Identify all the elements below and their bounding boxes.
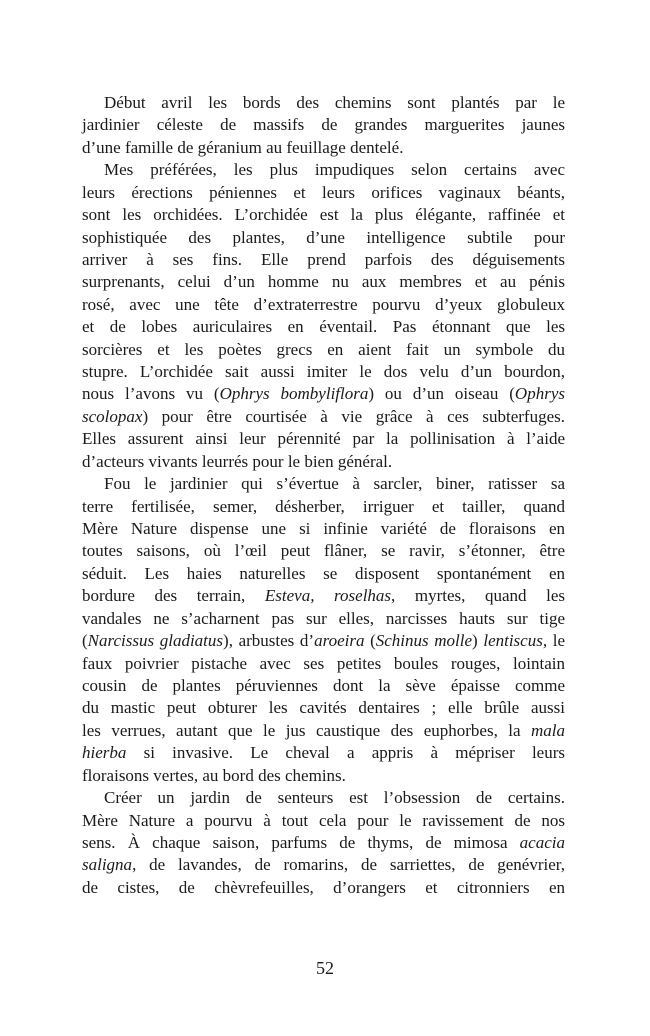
italic-term: Narcissus gladiatus [87, 631, 224, 651]
text-run: nous l’avons vu ( [82, 384, 220, 404]
italic-term: Ophrys [514, 384, 565, 404]
text-line [82, 585, 565, 607]
text-line [82, 227, 565, 249]
italic-term: acacia [519, 832, 565, 852]
text-line [82, 697, 565, 719]
text-run: sophistiquée des plantes, d’une intelligence subtile pour [82, 227, 565, 247]
text-line [82, 137, 565, 159]
text-line [82, 383, 565, 405]
text-run: Créer un jardin de senteurs est l’obsession de certains. [104, 788, 565, 808]
text-line [82, 540, 565, 562]
text-run: vandales ne s’acharnent pas sur elles, narcisses hauts sur tige [82, 608, 565, 628]
text-run: d’acteurs vivants leurrés pour le bien général. [82, 451, 393, 471]
text-run: ) pour être courtisée à vie grâce à ces subterfuges. [142, 406, 565, 426]
text-run: arriver à ses fins. Elle prend parfois des déguisements [82, 249, 565, 269]
text-line [82, 608, 565, 630]
text-run: leurs érections péniennes et leurs orifices vaginaux béants, [82, 182, 565, 202]
text-run: sont les orchidées. L’orchidée est la plus élégante, raffinée et [82, 205, 565, 225]
italic-term: lentiscus, [483, 631, 548, 651]
text-line [82, 428, 565, 450]
text-line [82, 653, 565, 675]
text-run: stupre. L’orchidée sait aussi imiter le dos velu d’un bourdon, [82, 362, 565, 382]
text-line [82, 518, 565, 540]
text-run: surprenants, celui d’un homme nu aux membres et au pénis [82, 272, 565, 292]
text-line [82, 765, 565, 787]
body-text [82, 92, 565, 899]
text-line [82, 294, 565, 316]
text-line [82, 249, 565, 271]
text-line [82, 810, 565, 832]
text-run: , myrtes, quand les [391, 586, 565, 606]
text-run: d’une famille de géranium au feuillage dentelé. [82, 137, 404, 157]
text-run: sens. À chaque saison, parfums de thyms, de mimosa [82, 832, 520, 852]
text-run: le [547, 631, 565, 651]
text-run: du mastic peut obturer les cavités dentaires ; elle brûle aussi [82, 698, 565, 718]
text-run: ) ou d’un oiseau ( [368, 384, 515, 404]
text-line [82, 496, 565, 518]
text-run: cousin de plantes péruviennes dont la sève épaisse comme [82, 675, 565, 695]
text-line [82, 114, 565, 136]
text-run: ), arbustes d’ [223, 631, 315, 651]
paragraph-first-line [82, 159, 565, 181]
text-line [82, 316, 565, 338]
text-run: Début avril les bords des chemins sont plantés par le [104, 93, 565, 112]
text-line [82, 451, 565, 473]
text-run: Fou le jardinier qui s’évertue à sarcler, biner, ratisser sa [104, 474, 565, 494]
text-line [82, 720, 565, 742]
text-line [82, 339, 565, 361]
paragraph-first-line [82, 473, 565, 495]
text-line [82, 204, 565, 226]
text-line [82, 675, 565, 697]
text-run: Mère Nature dispense une si infinie variété de floraisons en [82, 519, 565, 539]
page-number: 52 [316, 958, 334, 978]
text-run: de cistes, de chèvrefeuilles, d’orangers et citronniers en [82, 877, 565, 897]
text-run: ( [82, 631, 88, 651]
text-run: floraisons vertes, au bord des chemins. [82, 765, 346, 785]
text-run: terre fertilisée, semer, désherber, irriguer et tailler, quand [82, 496, 565, 516]
italic-term: aroeira [314, 631, 365, 651]
italic-term: Ophrys bombyliflora [219, 384, 369, 404]
text-run: toutes saisons, où l’œil peut flâner, se ravir, s’étonner, être [82, 541, 565, 561]
text-line [82, 361, 565, 383]
italic-term: saligna [82, 855, 133, 875]
text-line [82, 630, 565, 652]
italic-term: Esteva, roselhas [264, 586, 392, 606]
italic-term: mala [531, 720, 565, 740]
text-run: les verrues, autant que le jus caustique des euphorbes, la [82, 720, 531, 740]
text-line [82, 742, 565, 764]
text-run: ( [364, 631, 376, 651]
text-line [82, 563, 565, 585]
text-run: ) [472, 631, 484, 651]
italic-term: scolopax [82, 406, 143, 426]
text-run: séduit. Les haies naturelles se disposent spontanément en [82, 563, 565, 583]
italic-term: hierba [82, 743, 127, 763]
text-run: si invasive. Le cheval a appris à mépriser leurs [126, 743, 565, 763]
text-run: , de lavandes, de romarins, de sarriettes, de genévrier, [132, 855, 565, 875]
paragraph-first-line [82, 92, 565, 114]
text-run: sorcières et les poètes grecs en aient fait un symbole du [82, 339, 565, 359]
paragraph-first-line [82, 787, 565, 809]
text-run: bordure des terrain, [82, 586, 265, 606]
text-run: Mère Nature a pourvu à tout cela pour le ravissement de nos [82, 810, 565, 830]
text-run: faux poivrier pistache avec ses petites boules rouges, lointain [82, 653, 565, 673]
italic-term: Schinus molle [375, 631, 473, 651]
text-run: et de lobes auriculaires en éventail. Pas étonnant que les [82, 317, 565, 337]
text-run: rosé, avec une tête d’extraterrestre pourvu d’yeux globuleux [82, 294, 565, 314]
text-run: jardinier céleste de massifs de grandes marguerites jaunes [82, 115, 565, 135]
text-line [82, 877, 565, 899]
text-line [82, 854, 565, 876]
text-run: Elles assurent ainsi leur pérennité par la pollinisation à l’aide [82, 429, 565, 449]
text-run: Mes préférées, les plus impudiques selon certains avec [104, 160, 565, 180]
text-line [82, 271, 565, 293]
text-line [82, 406, 565, 428]
text-line [82, 832, 565, 854]
text-line [82, 182, 565, 204]
